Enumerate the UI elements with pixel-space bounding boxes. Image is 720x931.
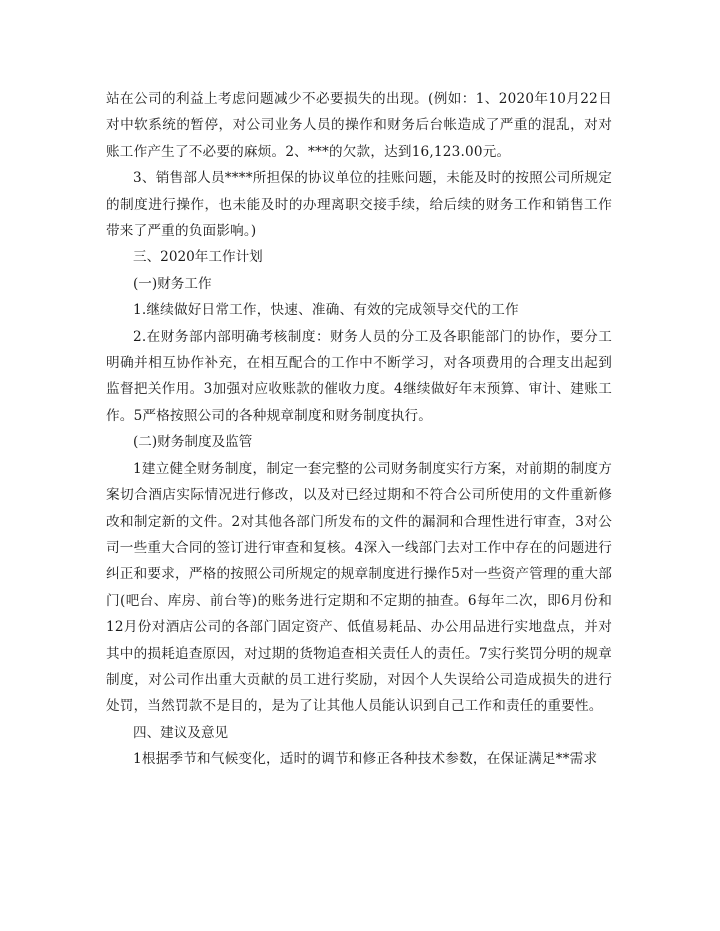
subsection-heading: (二)财务制度及监管	[133, 434, 253, 451]
body-paragraph: 站在公司的利益上考虑问题减少不必要损失的出现。(例如：1、2020年10月22日对中软系统的暂停，对公司业务人员的操作和财务后台帐造成了严重的混乱，对对账工作产生了不必要的麻烦。2、***的欠款，达到16,123.00元。	[106, 91, 612, 160]
body-paragraph: 1根据季节和气候变化，适时的调节和修正各种技术参数，在保证满足**需求	[133, 751, 598, 768]
document-body	[106, 86, 612, 773]
body-paragraph: 1.继续做好日常工作，快速、准确、有效的完成领导交代的工作	[133, 302, 519, 319]
section-heading: 四、建议及意见	[133, 724, 229, 741]
body-paragraph: 2.在财务部内部明确考核制度：财务人员的分工及各职能部门的协作，要分工明确并相互协作补充，在相互配合的工作中不断学习，对各项费用的合理支出起到监督把关作用。3加强对应收账款的催收力度。4继续做好年末预算、审计、建账工作。5严格按照公司的各种规章制度和财务制度执行。	[106, 328, 612, 424]
subsection-heading: (一)财务工作	[133, 275, 212, 292]
body-paragraph: 1建立健全财务制度，制定一套完整的公司财务制度实行方案，对前期的制度方案切合酒店实际情况进行修改，以及对已经过期和不符合公司所使用的文件重新修改和制定新的文件。2对其他各部门所发布的文件的漏洞和合理性进行审查，3对公司一些重大合同的签订进行审查和复核。4深入一线部门去对工作中存在的问题进行纠正和要求，严格的按照公司所规定的规章制度进行操作5对一些资产管理的重大部门(吧台、库房、前台等)的账务进行定期和不定期的抽查。6每年二次，即6月份和12月份对酒店公司的各部门固定资产、低值易耗品、办公用品进行实地盘点，并对其中的损耗追查原因，对过期的货物追查相关责任人的责任。7实行奖罚分明的规章制度，对公司作出重大贡献的员工进行奖励，对因个人失误给公司造成损失的进行处罚，当然罚款不是目的，是为了让其他人员能认识到自己工作和责任的重要性。	[106, 460, 612, 715]
body-paragraph: 3、销售部人员****所担保的协议单位的挂账问题，未能及时的按照公司所规定的制度进行操作，也未能及时的办理离职交接手续，给后续的财务工作和销售工作带来了严重的负面影响。)	[106, 170, 612, 240]
section-heading: 三、2020年工作计划	[133, 249, 263, 266]
